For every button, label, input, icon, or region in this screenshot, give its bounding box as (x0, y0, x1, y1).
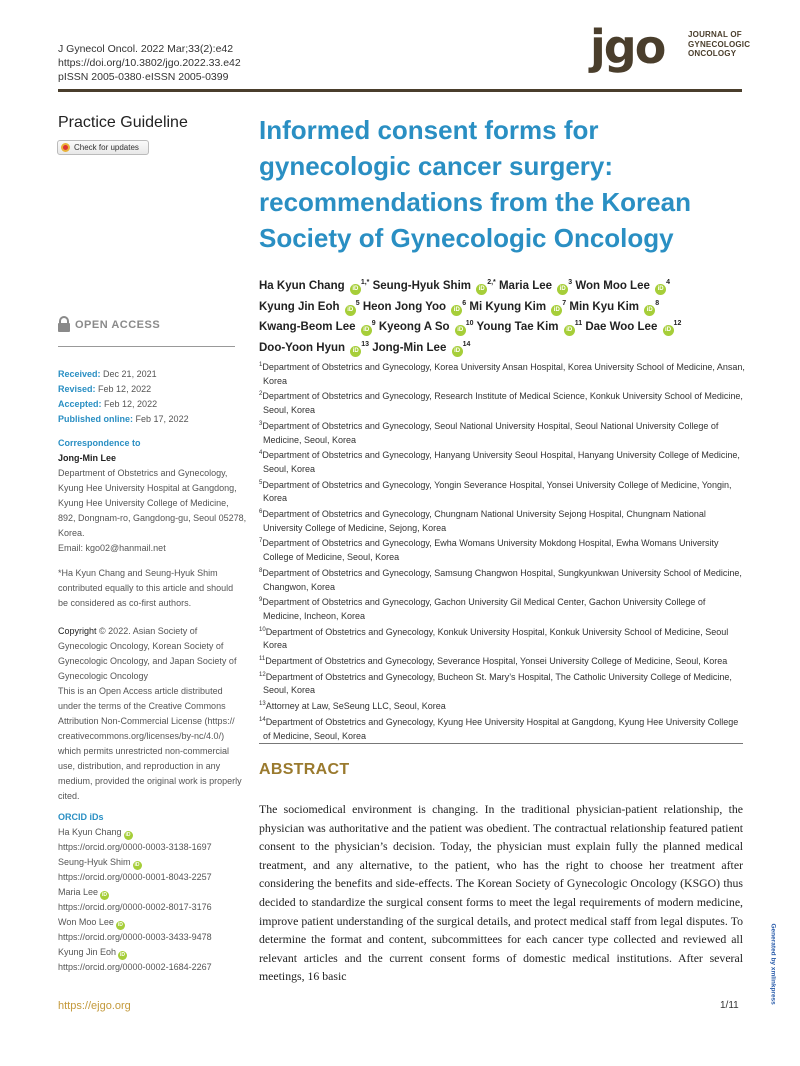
affiliation: $^{14}$Department of Obstetrics and Gynecology, Kyung Hee University Hospital at Gangdong, Kyung Hee University College of Medicine, Seoul, Korea (259, 716, 739, 741)
cofirst-note: *Ha Kyun Chang and Seung-Hyuk Shim contributed equally to this article and should be considered as co-first authors. (58, 568, 234, 608)
affiliation: $^{12}$Department of Obstetrics and Gynecology, Bucheon St. Mary’s Hospital, The Catholic University College of Medicine, Seoul, Korea (259, 671, 732, 696)
abstract-text: The sociomedical environment is changing. In the traditional physician-patient relationship, the physician was authoritative and the patient was obedient. The contractual relationship featured patient consent to the physician’s decision. Today, the physician must explain fully the planned medical treatment, and any alternative, to the patient, who has the right to choose her treatment after considering the benefits and side-effects. The Korean Society of Gynecologic Oncology (KSGO) thus decided to standardize the surgical consent forms to meet the legal requirements of modern medicine, improve patient understanding of the surgical details, and protect medical staff from legal disputes. To determine the format and content, subcommittees for each cancer type collected and reviewed all relevant articles and the current consent forms of domestic medical institutions. After several meetings, 16 basic (259, 802, 743, 984)
orcid-list (58, 810, 248, 975)
affiliation: $^4$Department of Obstetrics and Gynecology, Hanyang University Seoul Hospital, Hanyang University College of Medicine, Seoul, Korea (259, 450, 740, 474)
logo-mark: jgo (590, 20, 665, 74)
article-dates (58, 367, 248, 427)
orcid-icon: iD (644, 305, 655, 316)
affiliation: $^{11}$Department of Obstetrics and Gynecology, Severance Hospital, Yonsei University College of Medicine, Seoul, Korea (259, 656, 728, 667)
page-number: 1/11 (720, 1000, 739, 1011)
check-for-updates-button[interactable]: Check for updates (57, 140, 149, 155)
orcid-icon: iD (345, 305, 356, 316)
header-divider (58, 89, 742, 92)
affiliation: $^9$Department of Obstetrics and Gynecology, Gachon University Gil Medical Center, Gachon University College of Medicine, Incheon, Korea (259, 597, 706, 621)
author: Mi Kyung Kim $iD^7$ (469, 301, 566, 313)
orcid-name: Ha Kyun Chang iD (58, 827, 131, 838)
author: Doo-Yoon Hyun $iD^{13}$ (259, 342, 369, 354)
correspondence-name: Jong-Min Lee (58, 453, 116, 463)
orcid-heading: ORCID iDs (58, 812, 104, 822)
orcid-icon: iD (117, 922, 123, 928)
journal-logo (590, 20, 751, 78)
doi-link[interactable]: https://doi.org/10.3802/jgo.2022.33.e42 (58, 57, 241, 69)
affiliation: $^1$Department of Obstetrics and Gynecology, Korea University Ansan Hospital, Korea University School of Medicine, Ansan, Korea (259, 362, 745, 386)
date-row: Accepted: Feb 12, 2022 (58, 399, 158, 409)
affiliation: $^8$Department of Obstetrics and Gynecology, Samsung Changwon Hospital, Sungkyunkwan University School of Medicine, Changwon, Korea (259, 567, 742, 592)
author: Ha Kyun Chang $iD^{1,*}$ (259, 280, 369, 292)
orcid-link[interactable]: https://orcid.org/0000-0003-3433-9478 (58, 932, 212, 942)
author: Jong-Min Lee $iD^{14}$ (372, 342, 470, 354)
orcid-icon: iD (655, 284, 666, 295)
affiliation: $^5$Department of Obstetrics and Gynecology, Yongin Severance Hospital, Yonsei University College of Medicine, Yongin, Korea (259, 479, 732, 504)
author: Seung-Hyuk Shim $iD^{2,*}$ (373, 280, 496, 292)
citation: J Gynecol Oncol. 2022 Mar;33(2):e42 (58, 43, 234, 55)
affiliation: $^6$Department of Obstetrics and Gynecology, Chungnam National University Sejong Hospital, Chungnam National University College of Medicine, Sejong, Korea (259, 509, 706, 533)
orcid-icon: iD (557, 284, 568, 295)
copyright-label: Copyright (58, 626, 97, 636)
author: Kwang-Beom Lee $iD^9$ (259, 321, 376, 333)
orcid-name: Seung-Hyuk Shim iD (58, 857, 140, 868)
orcid-icon: iD (350, 284, 361, 295)
date-row: Revised: Feb 12, 2022 (58, 384, 152, 394)
author: Min Kyu Kim $iD^8$ (569, 301, 659, 313)
orcid-link[interactable]: https://orcid.org/0000-0003-3138-1697 (58, 842, 212, 852)
affiliation: $^7$Department of Obstetrics and Gynecology, Ewha Womans University Mokdong Hospital, Ewha Womans University College of Medicine, Seoul, Korea (259, 538, 719, 563)
orcid-link[interactable]: https://orcid.org/0000-0002-8017-3176 (58, 902, 212, 912)
divider (58, 346, 235, 347)
open-lock-icon (58, 316, 70, 332)
affiliation: $^3$Department of Obstetrics and Gynecology, Seoul National University Hospital, Seoul National University College of Medicine, Seoul, Korea (259, 420, 719, 445)
author: Kyeong A So $iD^{10}$ (379, 321, 474, 333)
orcid-icon: iD (120, 952, 126, 958)
affiliation-list (259, 359, 745, 743)
orcid-icon: iD (361, 325, 372, 336)
article-title: Informed consent forms for gynecologic cancer surgery: recommendations from the Korean Society of Gynecologic Oncology (259, 115, 691, 253)
orcid-icon: iD (102, 892, 108, 898)
affiliation: $^{13}$Attorney at Law, SeSeung LLC, Seoul, Korea (259, 701, 446, 712)
orcid-link[interactable]: https://orcid.org/0000-0002-1684-2267 (58, 962, 212, 972)
orcid-icon: iD (564, 325, 575, 336)
author: Heon Jong Yoo $iD^6$ (363, 301, 466, 313)
orcid-icon: iD (551, 305, 562, 316)
orcid-icon: iD (350, 346, 361, 357)
journal-url-link[interactable]: https://ejgo.org (58, 1000, 131, 1012)
issn: pISSN 2005-0380·eISSN 2005-0399 (58, 71, 229, 83)
orcid-name: Won Moo Lee iD (58, 917, 123, 928)
crossmark-icon (61, 143, 70, 152)
affiliation: $^2$Department of Obstetrics and Gynecology, Research Institute of Medical Science, Konkuk University School of Medicine, Seoul, Korea (259, 391, 743, 416)
journal-name: JOURNAL OF GYNECOLOGIC ONCOLOGY (688, 30, 751, 58)
article-type: Practice Guideline (58, 114, 188, 131)
abstract-heading: ABSTRACT (259, 761, 350, 778)
orcid-icon: iD (451, 305, 462, 316)
correspondence-heading: Correspondence to (58, 438, 141, 448)
orcid-link[interactable]: https://orcid.org/0000-0001-8043-2257 (58, 872, 212, 882)
orcid-icon: iD (476, 284, 487, 295)
date-row: Published online: Feb 17, 2022 (58, 414, 189, 424)
orcid-icon: iD (134, 862, 140, 868)
author: Young Tae Kim $iD^{11}$ (477, 321, 583, 333)
orcid-icon: iD (455, 325, 466, 336)
affiliation: $^{10}$Department of Obstetrics and Gynecology, Konkuk University Hospital, Konkuk University School of Medicine, Seoul Korea (259, 626, 729, 651)
author: Maria Lee $iD^3$ (499, 280, 572, 292)
date-row: Received: Dec 21, 2021 (58, 369, 157, 379)
correspondence: Correspondence to Jong-Min Lee Department of Obstetrics and Gynecology, Kyung Hee University Hospital at Gangdong, Kyung Hee University College of Medicine, 892, Dongnam-ro, Gangdong-gu, Seoul 05278, Korea. Email: kgo02@hanmail.net (58, 436, 248, 556)
generator-mark: Generated by xmlinkpress (769, 923, 777, 1005)
copyright-block: Copyright © 2022. Asian Society of Gynecologic Oncology, Korean Society of Gynecologic Oncology, and Japan Society of Gynecologic Oncology This is an Open Access article distributed under the terms of the Creative Commons Attribution Non-Commercial License (https:// creativecommons.org/licenses/by-nc/4.0/) which permits unrestricted non-commercial use, distribution, and reproduction in any medium, provided the original work is properly cited. (58, 626, 242, 801)
correspondence-email[interactable]: Email: kgo02@hanmail.net (58, 543, 166, 553)
orcid-name: Kyung Jin Eoh iD (58, 947, 126, 958)
orcid-icon: iD (452, 346, 463, 357)
header-meta (58, 42, 241, 84)
author-list (259, 274, 739, 357)
orcid-icon: iD (663, 325, 674, 336)
abstract-divider (259, 743, 743, 744)
author: Dae Woo Lee $iD^{12}$ (585, 321, 681, 333)
author: Won Moo Lee $iD^4$ (575, 280, 670, 292)
author: Kyung Jin Eoh $iD^5$ (259, 301, 360, 313)
orcid-icon: iD (125, 832, 131, 838)
orcid-name: Maria Lee iD (58, 887, 108, 898)
